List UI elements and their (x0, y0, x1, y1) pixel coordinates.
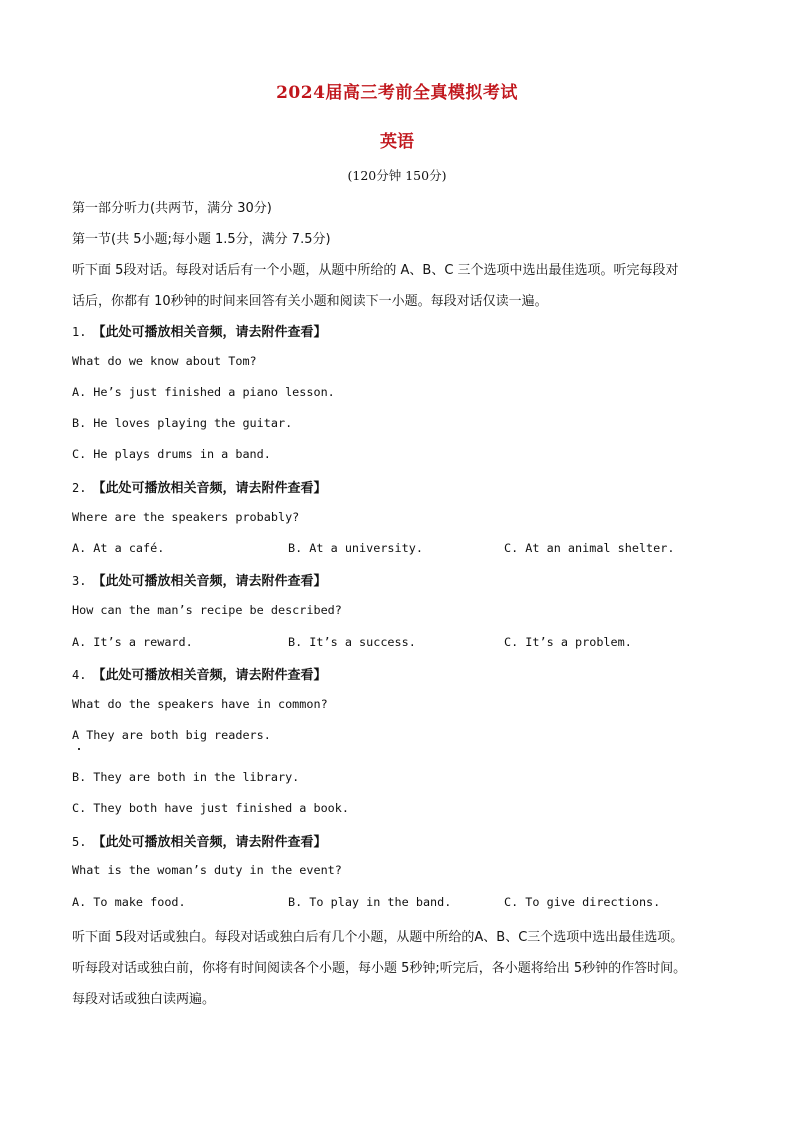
audio-note: 【此处可播放相关音频，请去附件查看】 (92, 325, 327, 340)
option-c[interactable]: C. He plays drums in a band. (72, 447, 271, 461)
stray-dot (78, 748, 80, 750)
instructions-line-2: 话后，你都有 10秒钟的时间来回答有关小题和阅读下一小题。每段对话仅读一遍。 (72, 294, 548, 309)
question-number: 3. (72, 574, 87, 588)
option-a[interactable]: A. To make food. (72, 895, 186, 909)
question-1-stem: What do we know about Tom? (72, 354, 257, 368)
option-a[interactable]: A. It’s a reward. (72, 635, 193, 649)
option-b[interactable]: B. He loves playing the guitar. (72, 416, 293, 430)
question-4-stem: What do the speakers have in common? (72, 697, 328, 711)
audio-note: 【此处可播放相关音频，请去附件查看】 (92, 835, 327, 850)
section-heading: 第一节(共 5小题;每小题 1.5分，满分 7.5分) (72, 232, 331, 247)
option-c[interactable]: C. They both have just finished a book. (72, 801, 349, 815)
option-b[interactable]: B. It’s a success. (288, 635, 416, 649)
audio-note: 【此处可播放相关音频，请去附件查看】 (92, 668, 327, 683)
option-a[interactable]: A. At a café. (72, 541, 165, 555)
question-3-audio[interactable] (72, 570, 326, 589)
question-number: 1. (72, 325, 87, 339)
question-1-audio[interactable] (72, 321, 326, 340)
question-4-audio[interactable] (72, 664, 326, 683)
section2-instructions-line-1: 听下面 5段对话或独白。每段对话或独白后有几个小题，从题中所给的A、B、C三个选项中选出最佳选项。 (72, 930, 684, 945)
question-number: 4. (72, 668, 87, 682)
option-a[interactable]: A They are both big readers. (72, 728, 271, 742)
part-heading: 第一部分听力(共两节，满分 30分) (72, 201, 272, 216)
section2-instructions-line-2: 听每段对话或独白前，你将有时间阅读各个小题，每小题 5秒钟;听完后，各小题将给出 5秒钟的作答时间。 (72, 961, 687, 976)
option-c[interactable]: C. To give directions. (504, 895, 661, 909)
option-c[interactable]: C. It’s a problem. (504, 635, 632, 649)
option-b[interactable]: B. They are both in the library. (72, 770, 300, 784)
time-score: (120分钟 150分) (347, 168, 447, 183)
question-number: 2. (72, 481, 87, 495)
exam-title: 2024届高三考前全真模拟考试 (276, 83, 518, 103)
option-c[interactable]: C. At an animal shelter. (504, 541, 675, 555)
question-5-stem: What is the woman’s duty in the event? (72, 863, 342, 877)
option-b[interactable]: B. At a university. (288, 541, 423, 555)
subject-title: 英语 (380, 132, 414, 152)
option-b[interactable]: B. To play in the band. (288, 895, 452, 909)
audio-note: 【此处可播放相关音频，请去附件查看】 (92, 481, 327, 496)
option-a[interactable]: A. He’s just finished a piano lesson. (72, 385, 335, 399)
instructions-line-1: 听下面 5段对话。每段对话后有一个小题，从题中所给的 A、B、C 三个选项中选出最佳选项。听完每段对 (72, 263, 679, 278)
question-2-audio[interactable] (72, 477, 326, 496)
question-number: 5. (72, 835, 87, 849)
audio-note: 【此处可播放相关音频，请去附件查看】 (92, 574, 327, 589)
section2-instructions-line-3: 每段对话或独白读两遍。 (72, 992, 216, 1007)
question-3-stem: How can the man’s recipe be described? (72, 603, 342, 617)
question-5-audio[interactable] (72, 831, 326, 850)
question-2-stem: Where are the speakers probably? (72, 510, 300, 524)
